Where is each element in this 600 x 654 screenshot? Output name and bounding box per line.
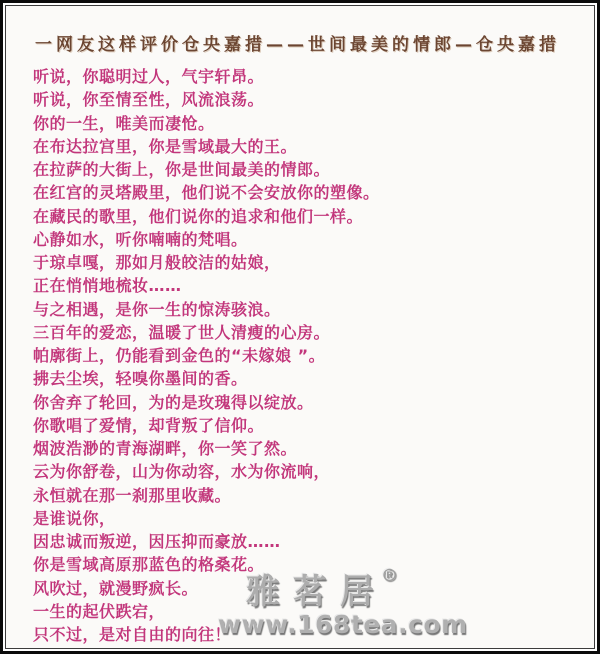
poem-line: 听说，你至情至性，风流浪荡。 <box>33 90 265 110</box>
poem-line: 因忠诚而叛逆，因压抑而豪放…… <box>33 532 281 551</box>
poem-line: 只不过，是对自由的向往！ <box>33 625 232 644</box>
poem-line: 在布达拉宫里，你是雪域最大的王。 <box>33 136 298 156</box>
poem-line: 在拉萨的大街上，你是世间最美的情郎。 <box>33 160 331 179</box>
poem-line: 拂去尘埃，轻嗅你墨间的香。 <box>33 369 248 389</box>
poem-line: 永恒就在那一刹那里收藏。 <box>33 485 232 505</box>
poem-line: 心静如水，听你喃喃的梵唱。 <box>33 229 248 249</box>
poem-line: 你歌唱了爱情，却背叛了信仰。 <box>33 415 265 435</box>
poem-line: 你的一生，唯美而凄怆。 <box>33 113 215 133</box>
watermark <box>218 568 468 637</box>
poem-line: 云为你舒卷，山为你动容，水为你流响， <box>33 462 331 482</box>
page-title: 一网友这样评价仓央嘉措——世间最美的情郎—仓央嘉措 <box>35 35 560 55</box>
poem-line: 在红宫的灵塔殿里，他们说不会安放你的塑像。 <box>33 183 380 203</box>
watermark-url: www.168tea.com <box>218 610 468 639</box>
registered-trademark-icon: ® <box>381 566 398 586</box>
poem-line: 帕廓街上，仍能看到金色的“未嫁娘 ”。 <box>33 346 326 365</box>
watermark-brand-text: 雅茗居 <box>246 572 387 612</box>
poem-line: 一生的起伏跌宕， <box>33 601 166 621</box>
poem-line: 三百年的爱恋，温暖了世人清瘦的心房。 <box>33 322 331 342</box>
content-frame <box>5 5 595 649</box>
poem-line: 烟波浩渺的青海湖畔，你一笑了然。 <box>33 439 298 458</box>
watermark-brand <box>218 566 468 612</box>
poem-line: 正在悄悄地梳妆…… <box>33 276 182 296</box>
poem-line: 是谁说你， <box>33 508 116 528</box>
poem-line: 风吹过，就漫野疯长。 <box>33 578 199 598</box>
poem-line: 在藏民的歌里，他们说你的追求和他们一样。 <box>33 206 364 226</box>
poem-line: 听说，你聪明过人，气宇轩昂。 <box>33 67 265 86</box>
poem <box>33 65 380 646</box>
poem-line: 你舍弃了轮回，为的是玫瑰得以绽放。 <box>33 392 314 412</box>
poem-line: 与之相遇，是你一生的惊涛骇浪。 <box>33 299 281 319</box>
poem-line: 你是雪域高原那蓝色的格桑花。 <box>33 555 265 575</box>
poem-line: 于琼卓嘎，那如月般皎洁的姑娘， <box>33 253 281 272</box>
